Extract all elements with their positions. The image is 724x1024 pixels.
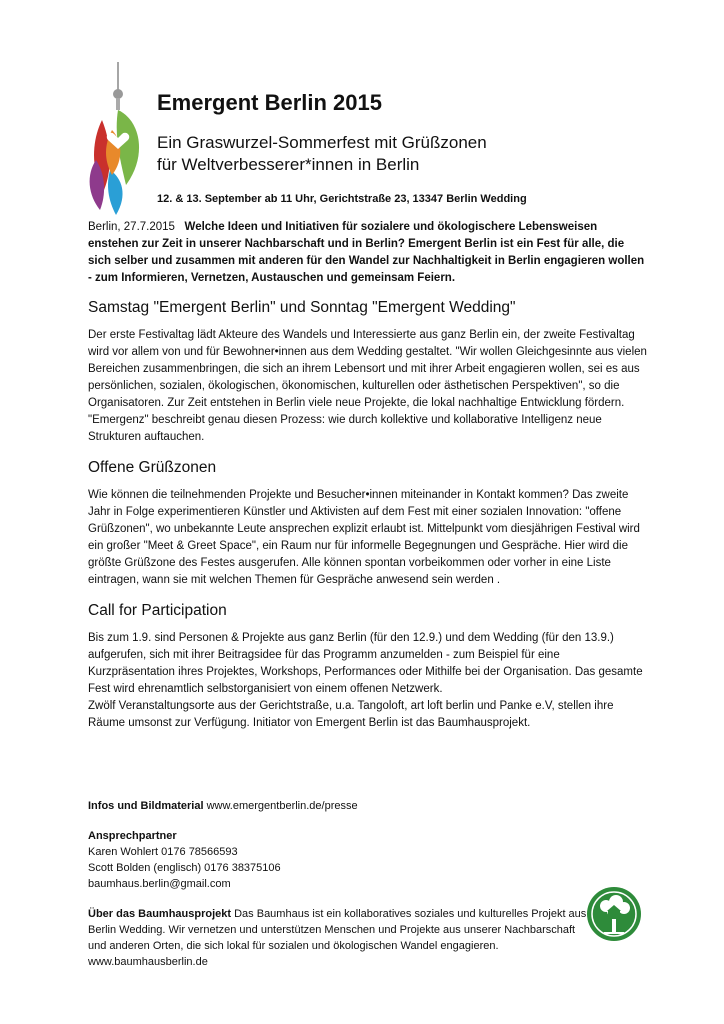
event-dateline: 12. & 13. September ab 11 Uhr, Gerichtstraße 23, 13347 Berlin Wedding	[157, 193, 527, 205]
section-heading-weekend: Samstag "Emergent Berlin" und Sonntag "Emergent Wedding"	[88, 299, 516, 316]
contact-email[interactable]: baumhaus.berlin@gmail.com	[88, 878, 231, 890]
contact-person-2: Scott Bolden (englisch) 0176 38375106	[88, 862, 281, 874]
tree-house-icon	[586, 886, 642, 942]
contact-person-1: Karen Wohlert 0176 78566593	[88, 846, 238, 858]
subtitle-line-2: für Weltverbesserer*innen in Berlin	[157, 155, 420, 174]
infos-label: Infos und Bildmaterial	[88, 800, 204, 812]
section-text-call-venues: Zwölf Veranstaltungsorte aus der Gerichtstraße, u.a. Tangoloft, art loft berlin und Panke e.V, stellen ihre Räume umsonst zur Verfügung. Initiator von Emergent Berlin ist das Baumhausprojekt.	[88, 700, 614, 729]
about-label: Über das Baumhausprojekt	[88, 908, 232, 920]
infos-line	[88, 798, 608, 814]
intro-lead: Welche Ideen und Initiativen für sozialere und ökologischere Lebensweisen enstehen zur Zeit in unserer Nachbarschaft und in Berlin? Emergent Berlin ist ein Fest für alle, die sich selber und zusammen mit anderen für den Wandel zur Nachhaltigkeit in Berlin engagieren wollen - zum Informieren, Vernetzen, Austauschen und gemeinsam Feiern.	[88, 221, 645, 284]
section-heading-gruesszonen: Offene Grüßzonen	[88, 459, 217, 476]
intro-paragraph	[88, 219, 648, 287]
about-link[interactable]: www.baumhausberlin.de	[88, 956, 208, 968]
tv-tower-leaf-icon	[82, 60, 152, 220]
page-title: Emergent Berlin 2015	[157, 90, 382, 115]
section-text-gruesszonen: Wie können die teilnehmenden Projekte und Besucher•innen miteinander in Kontakt kommen? Das zweite Jahr in Folge experimentieren Künstler und Aktivisten auf dem Fest mit einer sozialen Innovation: "offene Grüßzonen", wo unbekannte Leute ansprechen explizit erlaubt ist. Mittelpunkt vom diesjährigen Festival wird ein großer "Meet & Greet Space", ein Raum nur für informelle Begegnungen und Gespräche. Hier wird die größte Grüßzone des Festes ausgerufen. Alle können spontan vorbeikommen oder vorher in eine Liste eintragen, wann sie mit welchen Themen für Gespräche anwesend sein werden .	[88, 489, 640, 586]
press-footer	[88, 798, 608, 970]
section-text-call: Bis zum 1.9. sind Personen & Projekte aus ganz Berlin (für den 12.9.) und dem Wedding (für den 13.9.) aufgerufen, sich mit ihrer Beitragsidee für das Programm anzumelden - zum Beispiel für eine Kurzpräsentation ihres Projektes, Workshops, Performances oder Mithilfe bei der Organisation. Das gesamte Fest wird ehrenamtlich selbstorganisiert von einem offenen Netzwerk.	[88, 632, 643, 695]
intro-date: Berlin, 27.7.2015	[88, 221, 175, 233]
page-subtitle	[157, 132, 677, 176]
about-text: Das Baumhaus ist ein kollaboratives soziales und kulturelles Projekt aus Berlin Wedding. Wir vernetzen und unterstützen Menschen und Projekte aus unserer Nachbarschaft und anderen Orten, die sich lokal für sozialen und ökologischen Wandel engagieren.	[88, 908, 587, 952]
press-body	[88, 219, 648, 732]
infos-link[interactable]: www.emergentberlin.de/presse	[206, 800, 358, 812]
about-paragraph	[88, 906, 588, 954]
contact-label: Ansprechpartner	[88, 830, 177, 842]
subtitle-line-1: Ein Graswurzel-Sommerfest mit Grüßzonen	[157, 133, 487, 152]
section-heading-call: Call for Participation	[88, 602, 227, 619]
section-text-weekend: Der erste Festivaltag lädt Akteure des Wandels und Interessierte aus ganz Berlin ein, der zweite Festivaltag wird vor allem von und für Bewohner•innen aus dem Wedding gestaltet. "Wir wollen Gleichgesinnte aus vielen Bereichen zusammenbringen, die sich an ihrem Lebensort und mit ihrer Arbeit engagieren wollen, sei es aus persönlichen, sozialen, ökologischen, ökonomischen, kulturellen oder ästhetischen Perspektiven", so die Organisatoren. Zur Zeit entstehen in Berlin viele neue Projekte, die lokal nachhaltige Entwicklung fördern. "Emergenz" beschreibt genau diesen Prozess: wie durch kollektive und kollaborative Intelligenz neue Strukturen auftauchen.	[88, 329, 647, 443]
